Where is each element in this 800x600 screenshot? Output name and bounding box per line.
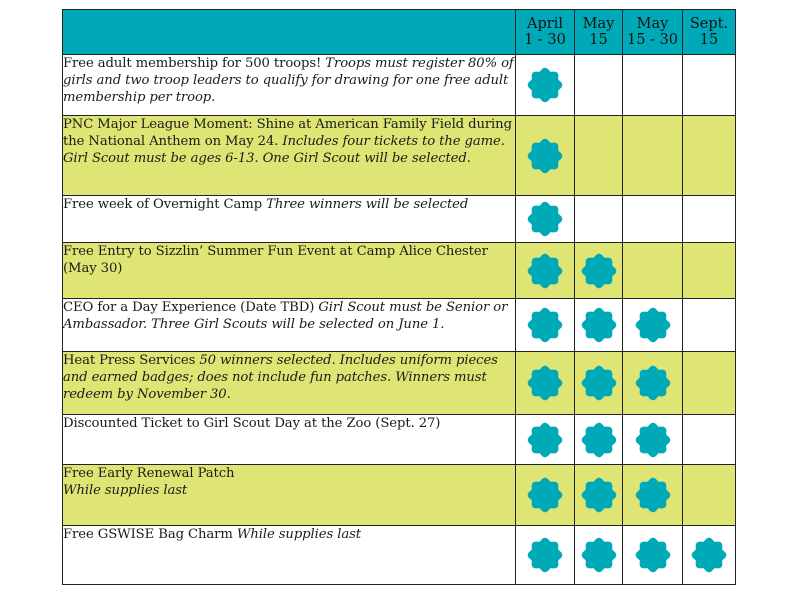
- eligibility-cell-1: [516, 352, 575, 415]
- header-sept-15: [683, 10, 736, 55]
- eligibility-cell-2: [575, 243, 623, 299]
- eligibility-cell-2: [575, 415, 623, 465]
- scalloped-badge-icon: [581, 537, 617, 573]
- header-april-1-30: [516, 10, 575, 55]
- eligibility-cell-2: [575, 465, 623, 526]
- prize-description: [63, 243, 516, 299]
- eligibility-cell-2: [575, 196, 623, 243]
- eligibility-cell-3: [623, 116, 683, 196]
- prize-description: [63, 415, 516, 465]
- prize-title: Free adult membership for 500 troops!: [63, 56, 322, 71]
- eligibility-cell-4: [683, 196, 736, 243]
- eligibility-cell-3: [623, 299, 683, 352]
- scalloped-badge-icon: [581, 307, 617, 343]
- scalloped-badge-icon: [635, 365, 671, 401]
- prize-note: Troops must register 80% of girls and two troop leaders to qualify for drawing for one free adult membership per troop.: [63, 56, 514, 105]
- eligibility-cell-3: [623, 465, 683, 526]
- prize-title: Free week of Overnight Camp: [63, 197, 263, 212]
- eligibility-cell-2: [575, 55, 623, 116]
- header-row: [63, 10, 736, 55]
- eligibility-cell-1: [516, 465, 575, 526]
- prize-description: [63, 526, 516, 585]
- header-line2: 15: [699, 32, 719, 48]
- header-line2: 1 - 30: [524, 32, 566, 48]
- header-line1: May: [582, 16, 615, 32]
- table-row: [63, 196, 736, 243]
- prize-description: [63, 352, 516, 415]
- prize-note: Three winners will be selected: [262, 197, 469, 212]
- eligibility-cell-1: [516, 55, 575, 116]
- prize-title: Heat Press Services: [63, 353, 196, 368]
- eligibility-cell-4: [683, 299, 736, 352]
- scalloped-badge-icon: [527, 422, 563, 458]
- scalloped-badge-icon: [635, 537, 671, 573]
- eligibility-cell-4: [683, 116, 736, 196]
- table-row: [63, 55, 736, 116]
- header-line1: Sept.: [689, 16, 729, 32]
- prize-title: PNC Major League Moment: Shine at American Family Field during the National Anthem on May 24.: [63, 117, 512, 149]
- header-may-15-30: [623, 10, 683, 55]
- header-line1: May: [636, 16, 669, 32]
- eligibility-cell-1: [516, 243, 575, 299]
- prize-title: Free Early Renewal Patch: [63, 466, 235, 481]
- eligibility-cell-2: [575, 116, 623, 196]
- eligibility-cell-1: [516, 196, 575, 243]
- eligibility-cell-1: [516, 526, 575, 585]
- scalloped-badge-icon: [691, 537, 727, 573]
- prize-title: Discounted Ticket to Girl Scout Day at the Zoo (Sept. 27): [63, 416, 441, 431]
- prize-note: 50 winners selected. Includes uniform pieces and earned badges; does not include fun patches. Winners must redeem by November 30.: [63, 353, 498, 402]
- scalloped-badge-icon: [527, 201, 563, 237]
- prize-description: [63, 55, 516, 116]
- header-line2: 15: [589, 32, 608, 48]
- prize-note: Girl Scout must be Senior or Ambassador. Three Girl Scouts will be selected on June 1.: [63, 300, 508, 332]
- table-row: [63, 526, 736, 585]
- eligibility-cell-3: [623, 196, 683, 243]
- header-may-15: [575, 10, 623, 55]
- scalloped-badge-icon: [527, 253, 563, 289]
- scalloped-badge-icon: [527, 477, 563, 513]
- scalloped-badge-icon: [581, 365, 617, 401]
- eligibility-cell-4: [683, 465, 736, 526]
- prize-eligibility-table: [62, 9, 736, 585]
- eligibility-cell-1: [516, 415, 575, 465]
- eligibility-cell-1: [516, 299, 575, 352]
- prize-title: Free Entry to Sizzlin’ Summer Fun Event at Camp Alice Chester (May 30): [63, 244, 488, 276]
- scalloped-badge-icon: [527, 67, 563, 103]
- eligibility-cell-2: [575, 352, 623, 415]
- table-row: [63, 465, 736, 526]
- eligibility-cell-2: [575, 299, 623, 352]
- eligibility-cell-3: [623, 243, 683, 299]
- scalloped-badge-icon: [527, 537, 563, 573]
- scalloped-badge-icon: [527, 138, 563, 174]
- eligibility-cell-4: [683, 526, 736, 585]
- eligibility-cell-3: [623, 352, 683, 415]
- prize-description: [63, 116, 516, 196]
- table-row: [63, 299, 736, 352]
- eligibility-cell-4: [683, 243, 736, 299]
- eligibility-cell-3: [623, 526, 683, 585]
- prize-note: Includes four tickets to the game. Girl Scout must be ages 6-13. One Girl Scout will be selected.: [63, 134, 505, 166]
- prize-description: [63, 196, 516, 243]
- prize-title: CEO for a Day Experience (Date TBD): [63, 300, 315, 315]
- prize-description: [63, 465, 516, 526]
- table-row: [63, 116, 736, 196]
- table-row: [63, 243, 736, 299]
- table-row: [63, 415, 736, 465]
- header-line2: 15 - 30: [626, 32, 679, 48]
- eligibility-cell-3: [623, 415, 683, 465]
- header-prize-column: [63, 10, 516, 55]
- eligibility-cell-4: [683, 55, 736, 116]
- scalloped-badge-icon: [635, 477, 671, 513]
- eligibility-cell-3: [623, 55, 683, 116]
- header-line1: April: [527, 16, 563, 32]
- eligibility-cell-2: [575, 526, 623, 585]
- scalloped-badge-icon: [527, 365, 563, 401]
- scalloped-badge-icon: [581, 422, 617, 458]
- scalloped-badge-icon: [581, 253, 617, 289]
- eligibility-cell-4: [683, 352, 736, 415]
- eligibility-cell-4: [683, 415, 736, 465]
- scalloped-badge-icon: [635, 422, 671, 458]
- prize-note: While supplies last: [232, 527, 361, 542]
- prize-description: [63, 299, 516, 352]
- table-row: [63, 352, 736, 415]
- eligibility-cell-1: [516, 116, 575, 196]
- prize-note: While supplies last: [63, 483, 188, 498]
- scalloped-badge-icon: [581, 477, 617, 513]
- prize-title: Free GSWISE Bag Charm: [63, 527, 233, 542]
- scalloped-badge-icon: [635, 307, 671, 343]
- scalloped-badge-icon: [527, 307, 563, 343]
